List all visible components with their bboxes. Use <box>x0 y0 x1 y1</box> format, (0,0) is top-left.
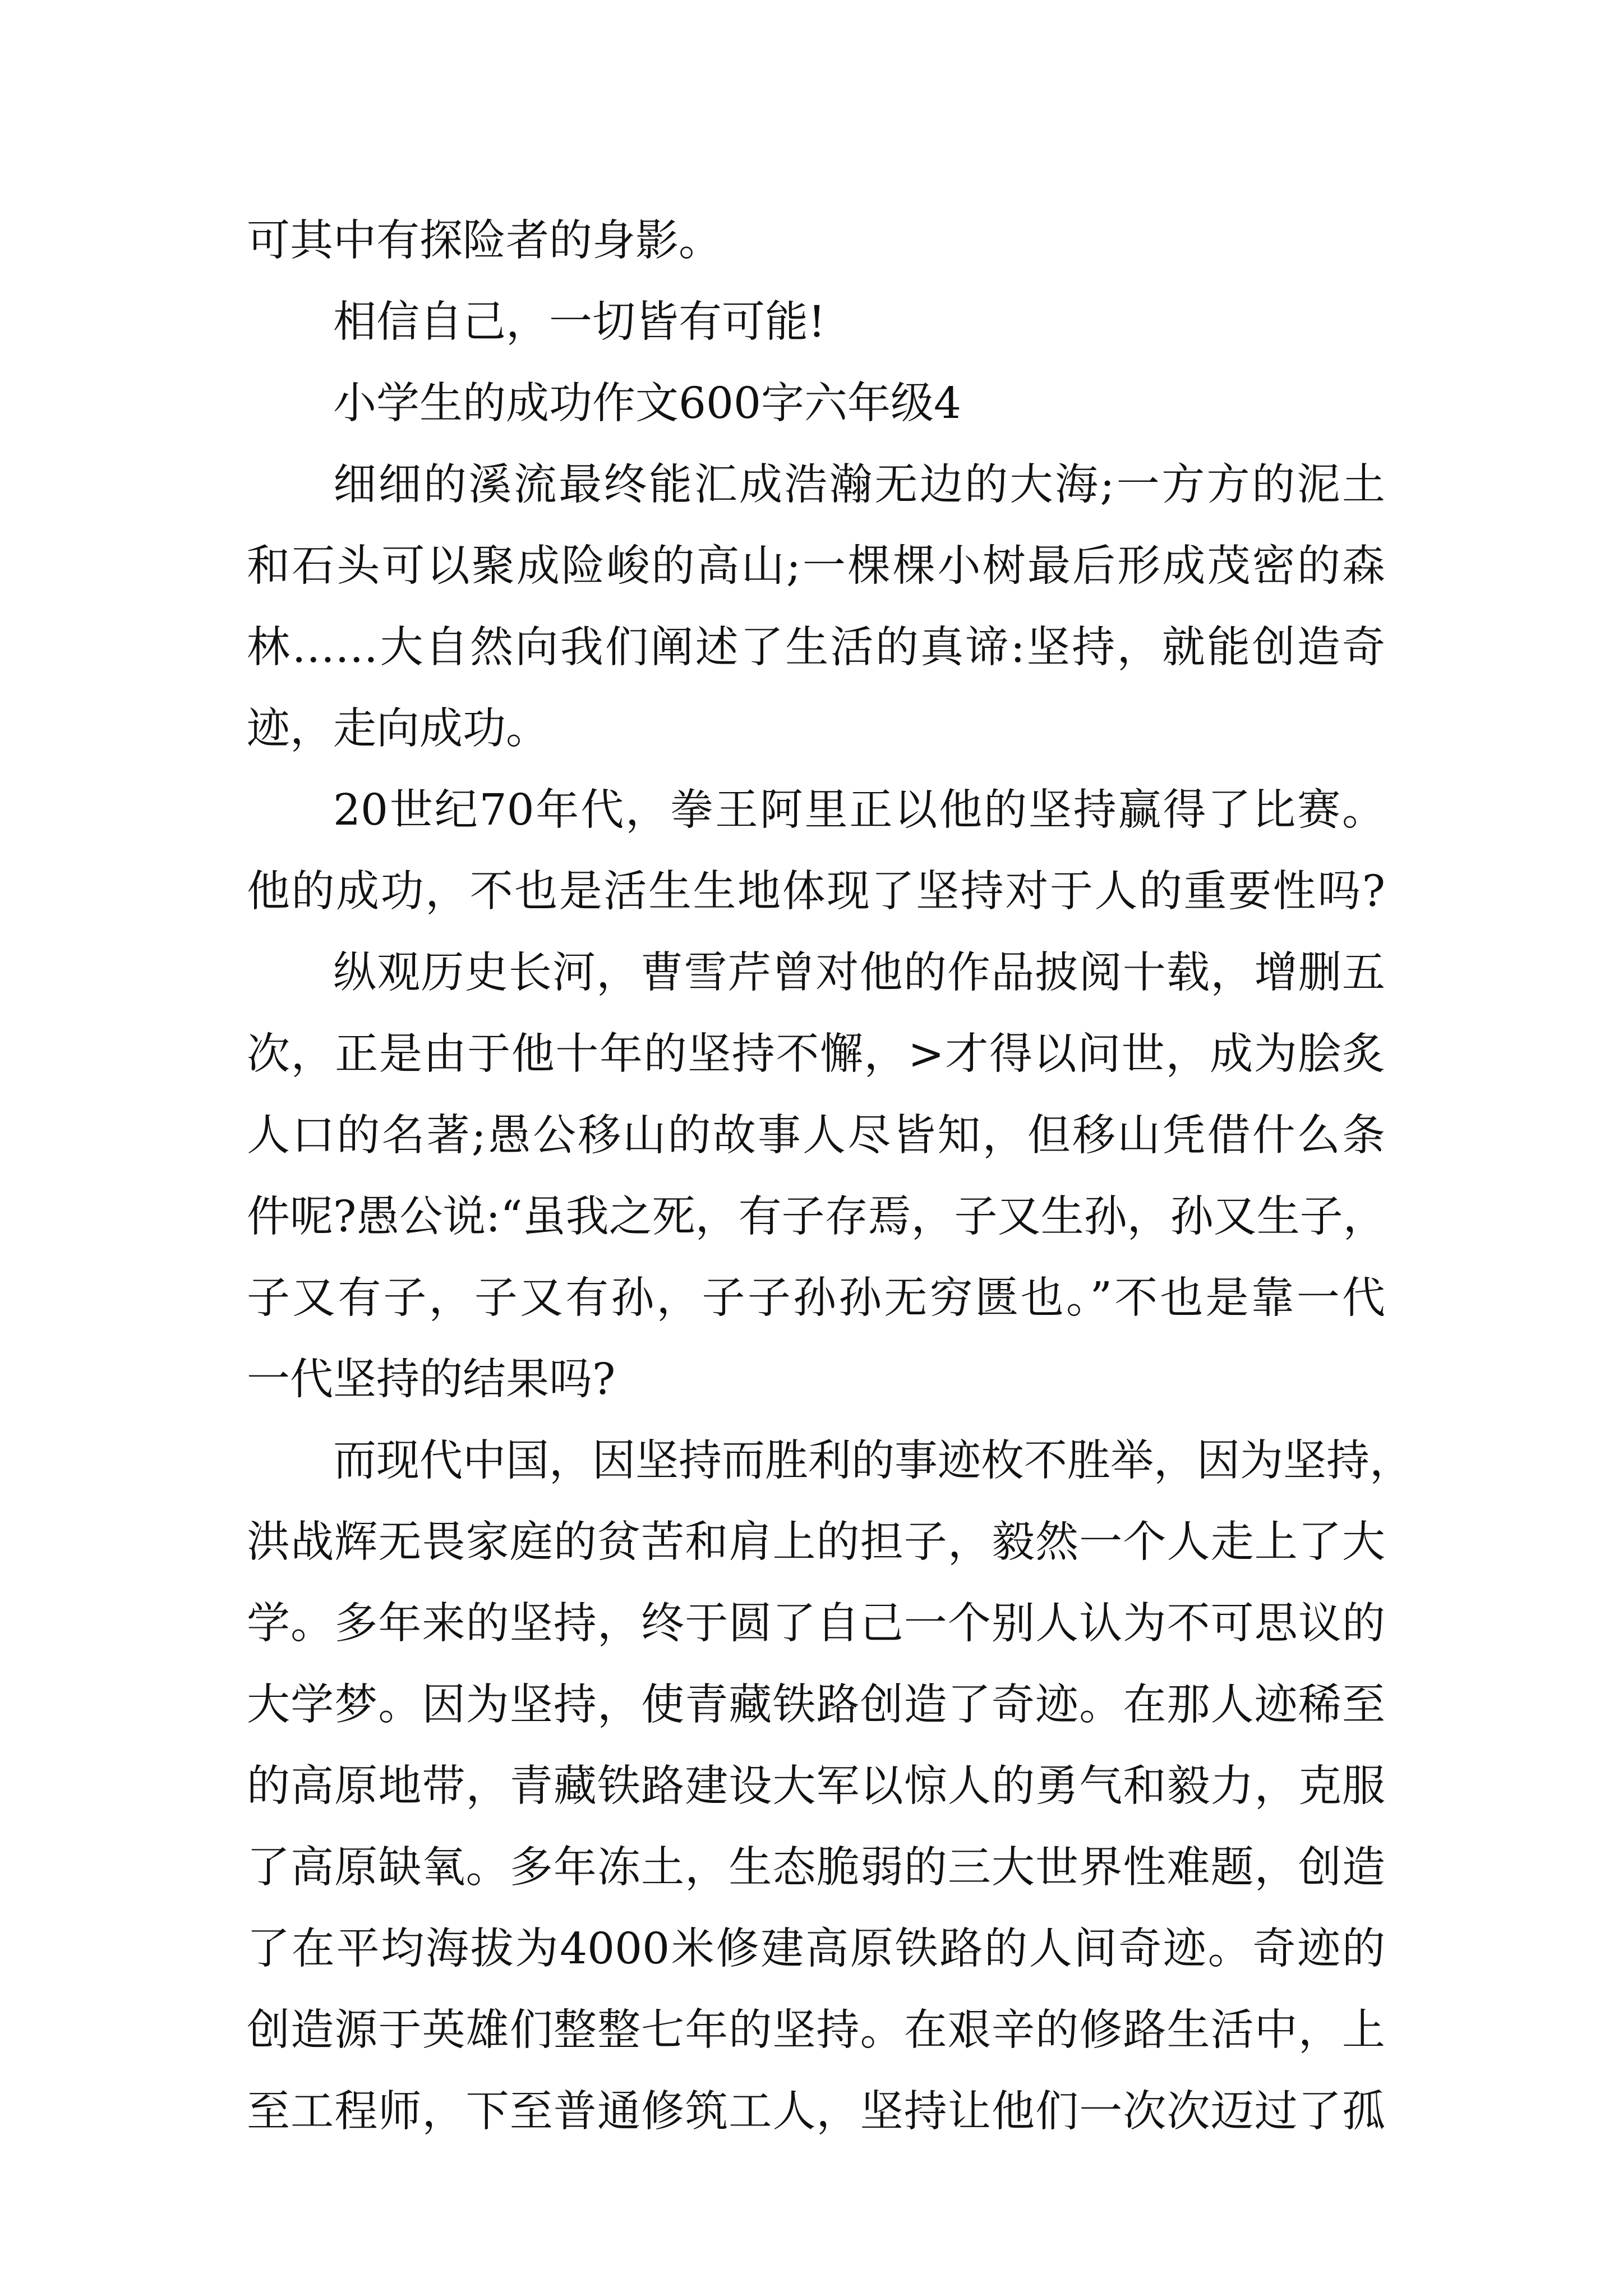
text-line: 至工程师，下至普通修筑工人，坚持让他们一次次迈过了孤 <box>247 2087 1385 2137</box>
text-line: 的高原地带，青藏铁路建设大军以惊人的勇气和毅力，克服 <box>247 1761 1385 1811</box>
text-line: 细细的溪流最终能汇成浩瀚无边的大海;一方方的泥土 <box>333 460 1385 510</box>
text-line: 人口的名著;愚公移山的故事人尽皆知，但移山凭借什么条 <box>247 1111 1385 1161</box>
text-line: 学。多年来的坚持，终于圆了自己一个别人认为不可思议的 <box>247 1599 1385 1649</box>
text-line: 件呢?愚公说:“虽我之死，有子存焉，子又生孙，孙又生子， <box>247 1192 1386 1242</box>
text-line: 林……大自然向我们阐述了生活的真谛:坚持，就能创造奇 <box>247 623 1385 673</box>
text-line: 可其中有探险者的身影。 <box>247 216 722 266</box>
text-line: 子又有子，子又有孙，子子孙孙无穷匮也。”不也是靠一代 <box>247 1273 1385 1323</box>
section-heading: 小学生的成功作文600字六年级4 <box>333 379 961 429</box>
text-line: 20世纪70年代，拳王阿里正以他的坚持赢得了比赛。 <box>333 785 1385 835</box>
text-line: 洪战辉无畏家庭的贫苦和肩上的担子，毅然一个人走上了大 <box>247 1517 1385 1567</box>
text-line: 创造源于英雄们整整七年的坚持。在艰辛的修路生活中，上 <box>247 2005 1385 2055</box>
text-line: 他的成功，不也是活生生地体现了坚持对于人的重要性吗? <box>247 867 1385 917</box>
text-line: 大学梦。因为坚持，使青藏铁路创造了奇迹。在那人迹稀至 <box>247 1680 1385 1730</box>
text-line: 相信自己，一切皆有可能! <box>333 297 826 347</box>
text-line: 和石头可以聚成险峻的高山;一棵棵小树最后形成茂密的森 <box>247 541 1385 591</box>
text-line: 迹，走向成功。 <box>247 704 549 754</box>
text-line: 了在平均海拔为4000米修建高原铁路的人间奇迹。奇迹的 <box>247 1924 1385 1974</box>
text-line: 纵观历史长河，曹雪芹曾对他的作品披阅十载，增删五 <box>333 948 1385 998</box>
text-line: 了高原缺氧。多年冻土，生态脆弱的三大世界性难题，创造 <box>247 1843 1385 1893</box>
text-line: 而现代中国，因坚持而胜利的事迹枚不胜举，因为坚持， <box>333 1436 1413 1486</box>
text-line: 一代坚持的结果吗? <box>247 1355 616 1405</box>
text-line: 次，正是由于他十年的坚持不懈，>才得以问世，成为脍炙 <box>247 1029 1385 1079</box>
